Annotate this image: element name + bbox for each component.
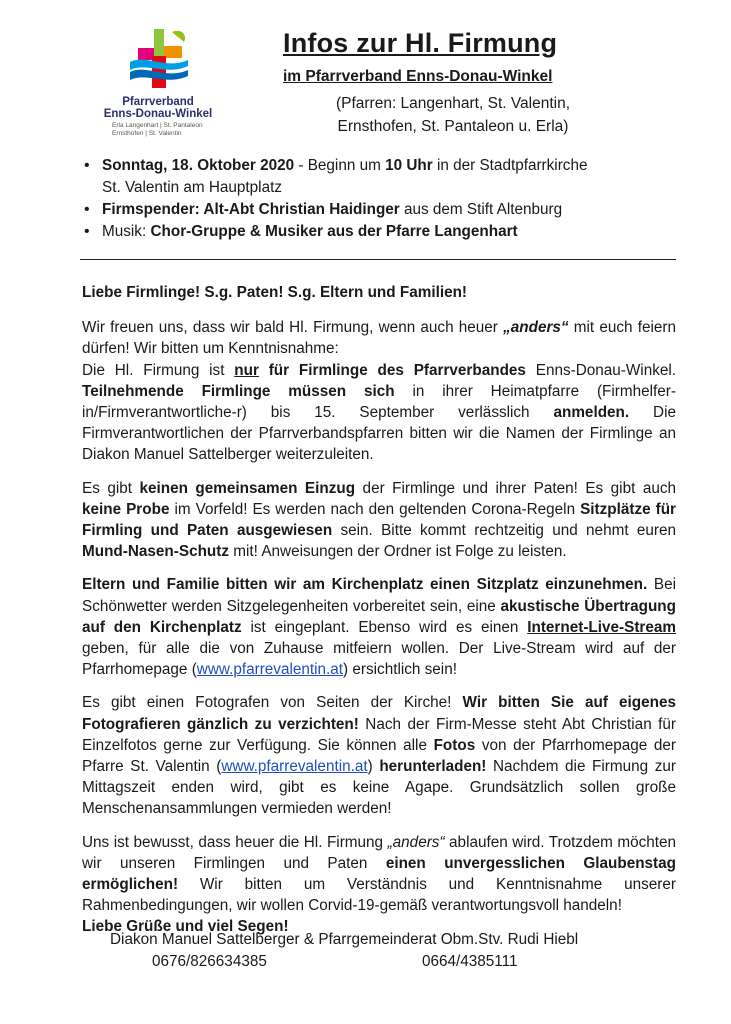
fact-place-line2: St. Valentin am Hauptplatz [102, 179, 282, 196]
fact-spender-bold: Firmspender: Alt-Abt Christian Haidinger [102, 201, 400, 218]
divider [80, 259, 676, 260]
greeting [82, 282, 676, 303]
p1-f: Teilnehmende Firmlinge müssen sich [82, 382, 395, 400]
letter-body [82, 282, 676, 950]
fact-place: in der Stadtpfarrkirche [432, 157, 588, 174]
p2-d: keine Probe [82, 500, 170, 518]
parish-list-line1: (Pfarren: Langenhart, St. Valentin, [335, 95, 571, 112]
p1-b: mit euch feiern dürfen! Wir bitten um Kenntnisnahme: [82, 319, 677, 358]
page-subtitle: im Pfarrverband Enns-Donau-Winkel [283, 68, 553, 85]
logo-parishes-line2: Ernsthofen | St. Valentin [112, 130, 182, 137]
p4-a: Es gibt einen Fotografen von Seiten der Kirche! [82, 694, 463, 712]
signers: Diakon Manuel Sattelberger & Pfarrgemeinderat Obm.Stv. Rudi Hiebl [110, 931, 579, 948]
fact-musik-label: Musik: [102, 223, 151, 240]
p2-a: Es gibt [82, 479, 140, 497]
p2-b: keinen gemeinsamen Einzug [139, 479, 356, 497]
p3-c: akustische Übertragung auf den Kirchenplatz [82, 597, 676, 636]
fact-spender [80, 199, 680, 221]
paragraph-2 [82, 478, 676, 563]
fact-musik [80, 221, 680, 243]
p1-h: anmelden. [553, 404, 630, 422]
p4-d: Fotos [433, 736, 476, 754]
logo-name-line1: Pfarrverband [122, 96, 194, 108]
p5-c: einen unvergesslichen Glaubenstag ermöglichen! [82, 854, 676, 894]
p3-g: ) ersichtlich sein! [343, 661, 457, 679]
p4-e: von der Pfarrhomepage der Pfarre St. Valentin ( [82, 736, 676, 776]
p4-f: ) [367, 758, 380, 776]
p5-b: ablaufen wird. Trotzdem möchten wir unseren Firmlingen und Paten [82, 833, 676, 872]
closing: Liebe Grüße und viel Segen! [82, 918, 289, 936]
p2-f: Sitzplätze für Firmling und Paten ausgewiesen [82, 500, 677, 540]
homepage-link-1[interactable]: www.pfarrevalentin.at [196, 661, 344, 679]
paragraph-1 [82, 317, 676, 465]
fact-spender-text: aus dem Stift Altenburg [399, 201, 563, 218]
logo-name-line2: Enns-Donau-Winkel [103, 108, 213, 120]
parish-list-line2: Ernsthofen, St. Pantaleon u. Erla) [337, 118, 569, 135]
p5-a: Uns ist bewusst, dass heuer die Hl. Firmung [82, 833, 388, 851]
p1-anders: „anders“ [503, 319, 569, 337]
fact-date-text: - Beginn um [294, 157, 386, 174]
paragraph-5 [82, 832, 676, 938]
fact-musik-bold: Chor-Gruppe & Musiker aus der Pfarre Langenhart [150, 223, 518, 240]
p3-f: geben, für alle die von Zuhause mitfeiern wollen. Der Live-Stream wird auf der Pfarrhomepage ( [82, 640, 676, 679]
p3-b: Bei Schönwetter werden Sitzgelegenheiten vorbereitet sein, eine [82, 576, 677, 615]
p1-a: Wir freuen uns, dass wir bald Hl. Firmung, wenn auch heuer [82, 319, 504, 337]
p5-d: Wir bitten um Verständnis und Kenntnisnahme unserer Rahmenbedingungen, wir wollen Corvid-19-gemäß verantwortungsvoll handeln! [82, 876, 676, 915]
greeting-text: Liebe Firmlinge! S.g. Paten! S.g. Eltern und Familien! [82, 284, 468, 301]
p2-g: sein. Bitte kommt rechtzeitig und nehmt euren [332, 522, 676, 540]
p4-h: Nachdem die Firmung zur Mittagszeit enden wird, gibt es keine Agape. Grundsätzlich sollen große Menschenansammlungen vermieden werden! [82, 758, 676, 818]
p3-d: ist eingeplant. Ebenso wird es einen [241, 618, 528, 636]
parish-logo [103, 26, 213, 142]
p2-h: Mund-Nasen-Schutz [82, 543, 230, 561]
p1-d: für Firmlinge des Pfarrverbandes [258, 361, 526, 379]
p3-e: Internet-Live-Stream [527, 618, 676, 636]
p1-nur: nur [234, 361, 259, 379]
logo-parishes-line1: Erla Langenhart | St. Pantaleon [112, 122, 203, 129]
facts-list [80, 155, 680, 243]
fact-date [80, 155, 680, 199]
p5-anders: „anders“ [387, 833, 445, 851]
phone-2: 0664/4385111 [422, 953, 518, 970]
fact-date-bold: Sonntag, 18. Oktober 2020 [102, 157, 295, 174]
p4-b: Wir bitten Sie auf eigenes Fotografieren gänzlich zu verzichten! [82, 694, 676, 733]
p2-i: mit! Anweisungen der Ordner ist Folge zu leisten. [229, 543, 567, 561]
homepage-link-2[interactable]: www.pfarrevalentin.at [221, 758, 368, 776]
p1-i: Die Firmverantwortlichen der Pfarrverbandspfarren bitten wir die Namen der Firmlinge an Diakon Manuel Sattelberger weiterzuleiten. [82, 404, 676, 464]
p3-a: Eltern und Familie bitten wir am Kirchenplatz einen Sitzplatz einzunehmen. [82, 576, 648, 594]
p1-c: Die Hl. Firmung ist [82, 361, 235, 379]
paragraph-4 [82, 692, 676, 819]
p1-e: Enns-Donau-Winkel. [525, 361, 677, 379]
paragraph-3 [82, 574, 676, 680]
p4-c: Nach der Firm-Messe steht Abt Christian für Einzelfotos gerne zur Verfügung. Sie können alle [82, 715, 676, 754]
phone-1: 0676/826634385 [152, 953, 267, 970]
p2-e: im Vorfeld! Es werden nach den geltenden Corona-Regeln [169, 500, 581, 518]
parish-logo-icon [116, 26, 202, 96]
fact-time: 10 Uhr [385, 157, 433, 174]
p4-g: herunterladen! [379, 758, 487, 776]
p1-g: in ihrer Heimatpfarre (Firmhelfer-in/Firmverantwortliche-r) bis 15. September verlässlich [82, 382, 676, 422]
p2-c: der Firmlinge und ihrer Paten! Es gibt auch [355, 479, 676, 497]
page-title: Infos zur Hl. Firmung [283, 28, 558, 58]
logo-parishes [112, 122, 212, 138]
parish-list [318, 92, 588, 138]
